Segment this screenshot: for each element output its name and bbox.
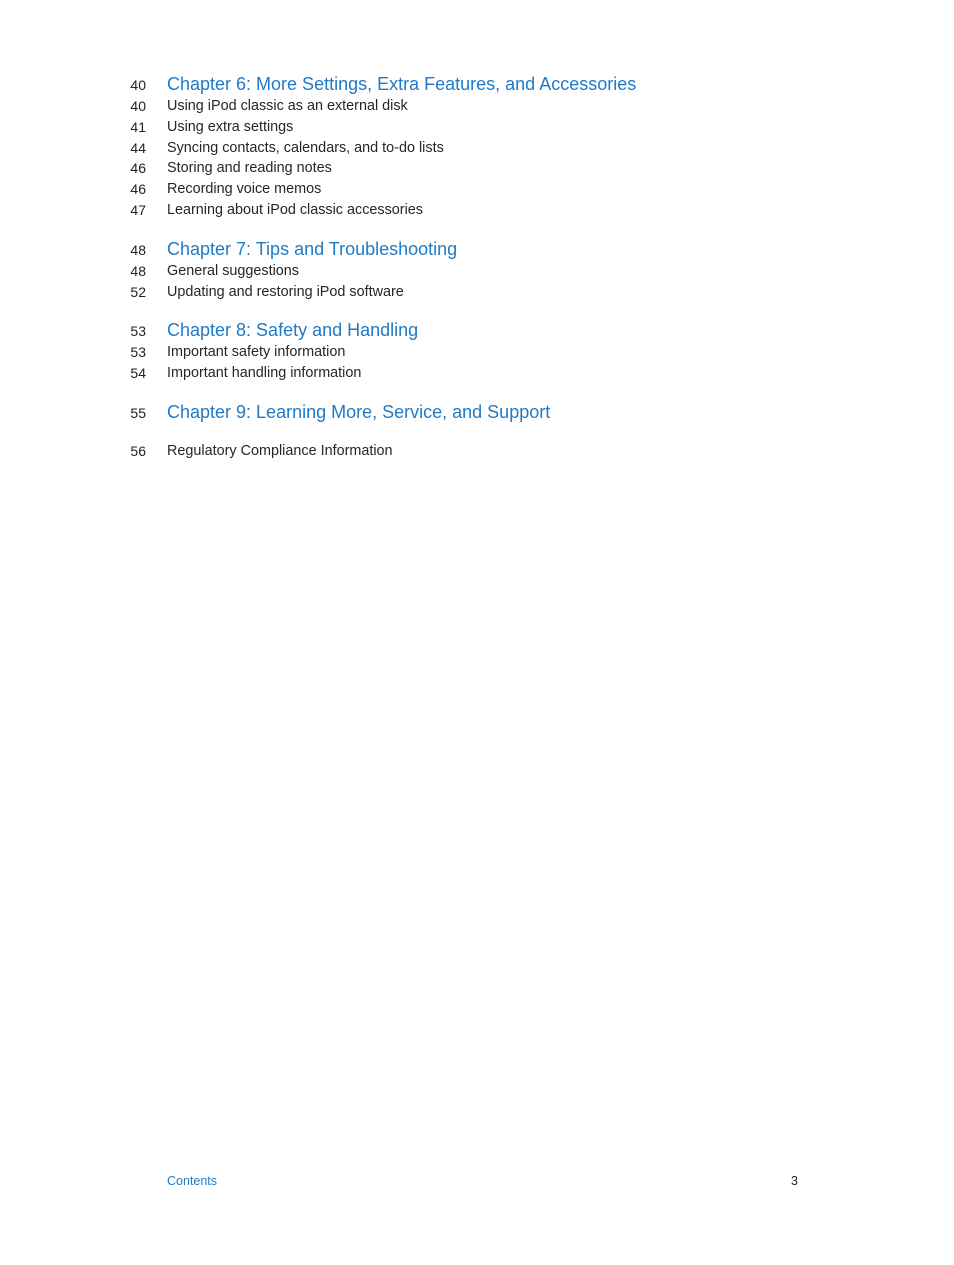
chapter-title[interactable]: Chapter 9: Learning More, Service, and Support bbox=[167, 401, 551, 422]
entry-title[interactable]: Recording voice memos bbox=[167, 181, 322, 198]
chapter-page-number: 55 bbox=[130, 404, 146, 421]
chapter-title[interactable]: Chapter 7: Tips and Troubleshooting bbox=[167, 238, 458, 259]
entry-page-number: 56 bbox=[130, 442, 146, 459]
toc-chapter-8 bbox=[0, 319, 954, 384]
entry-title[interactable]: Using iPod classic as an external disk bbox=[167, 98, 408, 114]
toc-entry[interactable] bbox=[0, 363, 954, 384]
entry-title[interactable]: General suggestions bbox=[167, 262, 299, 279]
chapter-heading[interactable] bbox=[0, 73, 954, 96]
chapter-heading[interactable] bbox=[0, 401, 954, 424]
toc-entry[interactable] bbox=[0, 441, 954, 462]
toc-entry[interactable] bbox=[0, 179, 954, 200]
entry-page-number: 53 bbox=[130, 344, 146, 361]
chapter-title[interactable]: Chapter 6: More Settings, Extra Features, and Accessories bbox=[167, 74, 637, 94]
entry-page-number: 46 bbox=[130, 160, 146, 177]
toc-chapter-6 bbox=[0, 73, 954, 221]
entry-title[interactable]: Storing and reading notes bbox=[167, 160, 332, 177]
entry-page-number: 40 bbox=[130, 98, 146, 114]
entry-title[interactable]: Regulatory Compliance Information bbox=[167, 442, 393, 459]
toc-chapter-9 bbox=[0, 401, 954, 424]
toc-entry[interactable] bbox=[0, 342, 954, 363]
entry-title[interactable]: Learning about iPod classic accessories bbox=[167, 201, 423, 218]
entry-title[interactable]: Important safety information bbox=[167, 344, 346, 361]
chapter-page-number: 40 bbox=[130, 77, 146, 93]
entry-page-number: 46 bbox=[130, 181, 146, 198]
toc-regulatory bbox=[0, 441, 954, 462]
footer-section-label: Contents bbox=[167, 1174, 218, 1188]
entry-page-number: 48 bbox=[130, 262, 146, 279]
chapter-title[interactable]: Chapter 8: Safety and Handling bbox=[167, 320, 419, 341]
toc-entry[interactable] bbox=[0, 138, 954, 159]
entry-page-number: 44 bbox=[130, 139, 146, 156]
table-of-contents bbox=[0, 73, 954, 462]
chapter-heading[interactable] bbox=[0, 319, 954, 342]
toc-chapter-7 bbox=[0, 238, 954, 303]
entry-page-number: 52 bbox=[130, 283, 146, 300]
toc-entry[interactable] bbox=[0, 158, 954, 179]
toc-entry[interactable] bbox=[0, 117, 954, 138]
entry-page-number: 54 bbox=[130, 365, 146, 382]
chapter-page-number: 48 bbox=[130, 241, 146, 258]
toc-entry[interactable] bbox=[0, 96, 954, 117]
toc-entry[interactable] bbox=[0, 261, 954, 282]
chapter-heading[interactable] bbox=[0, 238, 954, 261]
toc-entry[interactable] bbox=[0, 282, 954, 303]
toc-entry[interactable] bbox=[0, 200, 954, 221]
entry-title[interactable]: Using extra settings bbox=[167, 118, 294, 135]
entry-title[interactable]: Important handling information bbox=[167, 365, 362, 382]
entry-title[interactable]: Updating and restoring iPod software bbox=[167, 283, 404, 300]
entry-page-number: 47 bbox=[130, 201, 146, 218]
entry-title[interactable]: Syncing contacts, calendars, and to-do lists bbox=[167, 139, 444, 156]
footer-page-number: 3 bbox=[791, 1174, 798, 1188]
entry-page-number: 41 bbox=[130, 118, 146, 135]
chapter-page-number: 53 bbox=[130, 323, 146, 340]
